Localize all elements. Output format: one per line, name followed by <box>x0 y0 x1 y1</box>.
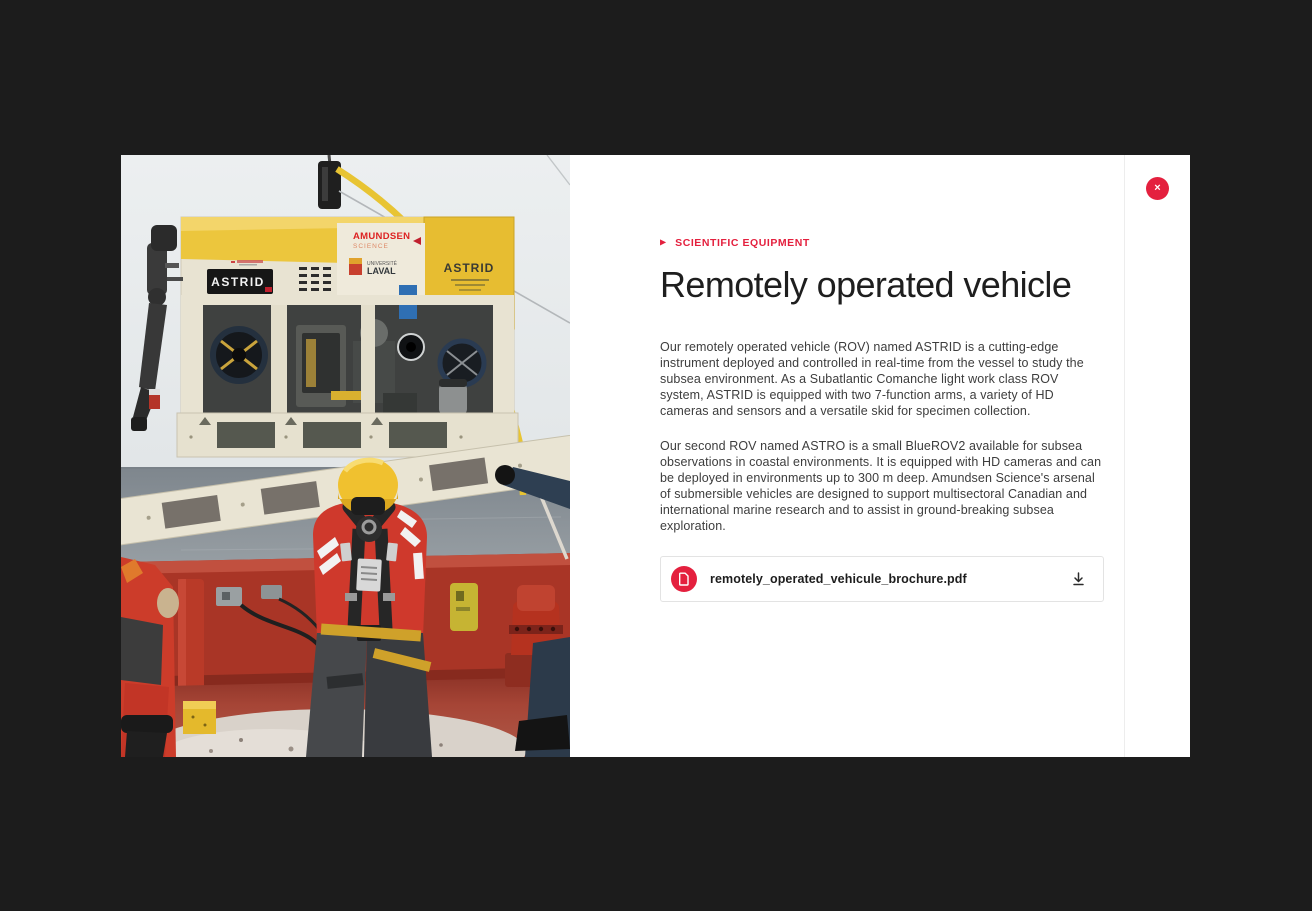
page-title: Remotely operated vehicle <box>660 264 1072 305</box>
rov-deployment-photo <box>121 155 570 757</box>
science-logo-text: SCIENCE <box>353 243 389 250</box>
close-button[interactable]: × <box>1146 177 1169 200</box>
brochure-download-row[interactable] <box>660 556 1104 602</box>
download-icon[interactable] <box>1071 571 1086 587</box>
category-eyebrow <box>660 237 1104 249</box>
equipment-detail-modal <box>121 155 1190 757</box>
description-paragraph-1: Our remotely operated vehicle (ROV) named ASTRID is a cutting-edge instrument deployed and controlled in real-time from the vessel to study the subsea environment. As a Subatlantic Comanche light work class ROV system, ASTRID is equipped with two 7-function arms, a variety of HD cameras and sensors and a versatile skid for specimen collection. <box>660 340 1084 418</box>
attachment-filename: remotely_operated_vehicule_brochure.pdf <box>710 572 967 586</box>
rov-name-plate: ASTRID <box>211 275 265 289</box>
crew-left <box>121 557 179 757</box>
amundsen-logo-text: AMUNDSEN <box>353 231 411 242</box>
deck-yellow-box <box>183 701 216 734</box>
pdf-file-icon <box>671 566 697 592</box>
photo-illustration <box>121 155 570 757</box>
universite-logo-text: UNIVERSITÉ <box>367 261 398 267</box>
description-paragraph-2: Our second ROV named ASTRO is a small BlueROV2 available for subsea observations in coastal environments. It is equipped with HD cameras and can be deployed in environments up to 300 m deep. Amundsen Science's arsenal of submersible vehicles are designed to support multisectoral Canadian and international marine research and to assist in ground-breaking subsea exploration. <box>660 439 1102 533</box>
category-label: SCIENTIFIC EQUIPMENT <box>675 237 810 249</box>
rov-side-label: ASTRID <box>443 261 495 275</box>
triangle-marker-icon: ▶ <box>660 237 667 247</box>
right-rail <box>1124 155 1190 757</box>
laval-logo-text: LAVAL <box>367 266 396 276</box>
rov-astrid <box>131 217 518 457</box>
detail-content-panel <box>570 155 1124 757</box>
